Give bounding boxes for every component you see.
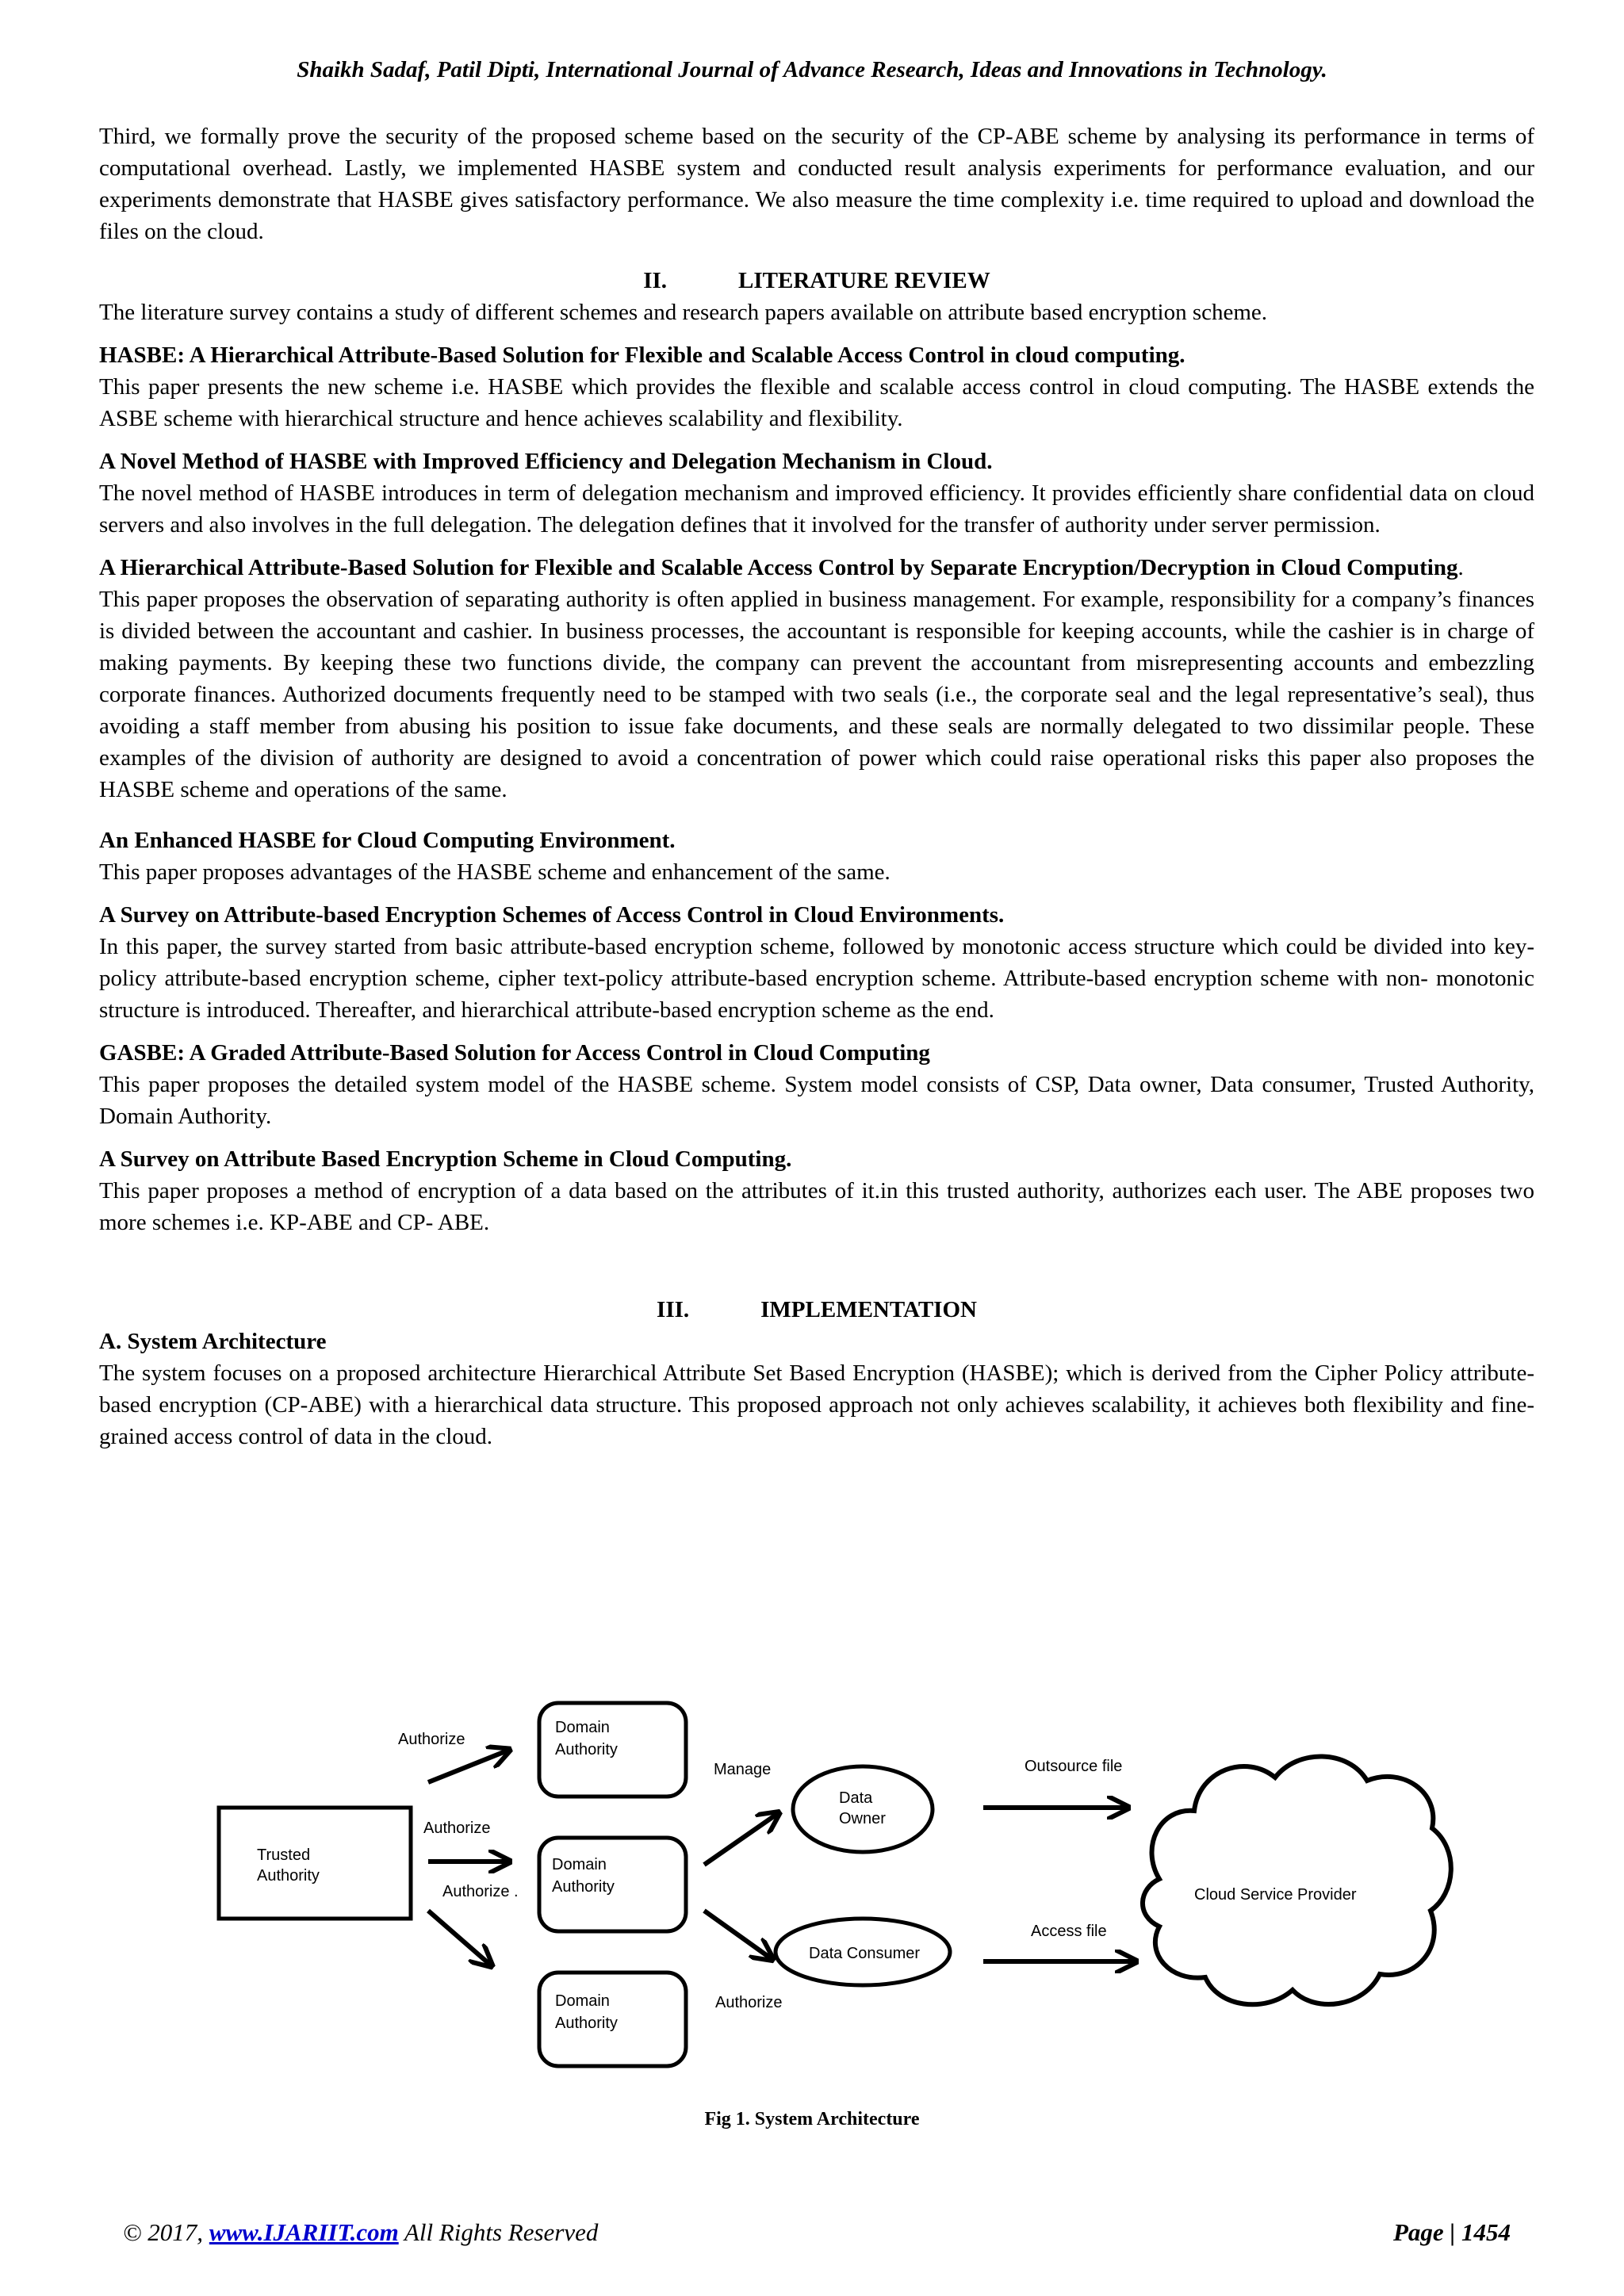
domain-authority-label: Authority (555, 1741, 618, 1758)
paper-title: HASBE: A Hierarchical Attribute-Based Solution for Flexible and Scalable Access Control in cloud computing. (99, 342, 1185, 368)
data-consumer-label: Data Consumer (809, 1945, 921, 1962)
data-owner-label: Data (839, 1789, 873, 1807)
cloud-service-provider-label: Cloud Service Provider (1194, 1886, 1357, 1904)
section-heading-implementation (99, 1294, 1534, 1326)
paper-summary: This paper proposes the detailed system model of the HASBE scheme. System model consists of CSP, Data owner, Data consumer, Trusted Authority, Domain Authority. (99, 1072, 1534, 1129)
outsource-file-label: Outsource file (1025, 1758, 1123, 1775)
domain-authority-label: Domain (555, 1992, 610, 2010)
trusted-authority-label: Trusted (257, 1846, 311, 1864)
data-owner-ellipse (793, 1766, 933, 1852)
subsection-title: A. System Architecture (99, 1329, 327, 1354)
system-architecture-diagram (159, 1681, 1459, 2093)
data-owner-label: Owner (839, 1810, 886, 1827)
paper-title: A Survey on Attribute Based Encryption Scheme in Cloud Computing. (99, 1146, 792, 1172)
section-number: III. (657, 1297, 690, 1322)
page-number: Page | 1454 (1392, 2218, 1511, 2246)
literature-intro: The literature survey contains a study of different schemes and research papers available on attribute based encryption scheme. (99, 300, 1268, 325)
journal-link[interactable]: www.IJARIIT.com (209, 2218, 399, 2246)
section-number: II. (643, 268, 668, 293)
intro-paragraph: Third, we formally prove the security of the proposed scheme based on the security of the CP-ABE scheme by analysing its performance in terms of computational overhead. Lastly, we implemented HASBE system and conducted result analysis experiments for performance evaluation, and our experiments demonstrate that HASBE gives satisfactory performance. We also measure the time complexity i.e. time required to upload and download the files on the cloud. (99, 124, 1534, 244)
manage-arrow (704, 1814, 777, 1865)
paper-summary: This paper proposes advantages of the HASBE scheme and enhancement of the same. (99, 859, 891, 885)
paper-title: GASBE: A Graded Attribute-Based Solution for Access Control in Cloud Computing (99, 1040, 930, 1066)
authorize-label: Authorize (423, 1820, 491, 1837)
paper-summary: In this paper, the survey started from basic attribute-based encryption scheme, followed by monotonic access structure which could be divided into key-policy attribute-based encryption scheme, cipher text-policy attribute-based encryption scheme. Attribute-based encryption scheme with non- monotonic structure is introduced. Thereafter, and hierarchical attribute-based encryption scheme as the end. (99, 934, 1534, 1023)
paper-summary: This paper proposes the observation of separating authority is often applied in business management. For example, responsibility for a company’s finances is divided between the accountant and cashier. In business processes, the accountant is responsible for keeping accounts, while the cashier is in charge of making payments. By keeping these two functions divide, the company can prevent the accountant from misrepresenting accounts and embezzling corporate finances. Authorized documents frequently need to be stamped with two seals (i.e., the corporate seal and the legal representative’s seal), thus avoiding a staff member from abusing his position to issue fake documents, and these seals are normally delegated to two dissimilar people. These examples of the division of authority are designed to avoid a concentration of power which could raise operational risks this paper also proposes the HASBE scheme and operations of the same. (99, 587, 1534, 802)
authorize-arrow (428, 1911, 490, 1965)
cloud-shape (1143, 1756, 1451, 2004)
paper-summary: This paper proposes a method of encryption of a data based on the attributes of it.in this trusted authority, authorizes each user. The ABE proposes two more schemes i.e. KP-ABE and CP- ABE. (99, 1178, 1534, 1235)
authorize-label: Authorize . (442, 1883, 519, 1900)
footer-prefix: © 2017, (123, 2218, 209, 2246)
domain-authority-label: Authority (552, 1878, 615, 1896)
paper-summary: The novel method of HASBE introduces in term of delegation mechanism and improved efficiency. It provides efficiently share confidential data on cloud servers and also involves in the full delegation. The delegation defines that it involved for the transfer of authority under server permission. (99, 480, 1534, 538)
paper-title: An Enhanced HASBE for Cloud Computing Environment. (99, 828, 676, 853)
footer-copyright (123, 2218, 598, 2247)
authorize-arrow (428, 1751, 508, 1782)
section-title: LITERATURE REVIEW (738, 268, 990, 293)
domain-authority-label: Domain (552, 1856, 607, 1873)
paper-title (99, 552, 1534, 584)
authorize-label: Authorize (715, 1994, 783, 2011)
domain-authority-label: Domain (555, 1719, 610, 1736)
paper-summary: This paper presents the new scheme i.e. HASBE which provides the flexible and scalable access control in cloud computing. The HASBE extends the ASBE scheme with hierarchical structure and hence achieves scalability and flexibility. (99, 374, 1534, 431)
domain-authority-label: Authority (555, 2015, 618, 2032)
paper-title: A Novel Method of HASBE with Improved Efficiency and Delegation Mechanism in Cloud. (99, 449, 993, 474)
paper-title: A Survey on Attribute-based Encryption Schemes of Access Control in Cloud Environments. (99, 902, 1005, 928)
trusted-authority-label: Authority (257, 1867, 320, 1885)
page-body (99, 121, 1534, 1452)
paper-title-text: A Hierarchical Attribute-Based Solution for Flexible and Scalable Access Control by Separate Encryption/Decryption in Cloud Computing (99, 555, 1458, 580)
trusted-authority-box (219, 1808, 411, 1919)
section-heading-literature-review (99, 265, 1534, 297)
footer-suffix: All Rights Reserved (398, 2218, 599, 2246)
section-title: IMPLEMENTATION (760, 1297, 977, 1322)
paper-title-end: . (1457, 555, 1464, 580)
manage-label: Manage (714, 1761, 772, 1778)
access-file-label: Access file (1031, 1923, 1107, 1940)
figure-caption: Fig 1. System Architecture (704, 2109, 920, 2130)
authorize-label: Authorize (398, 1731, 465, 1748)
authorize-arrow (704, 1911, 771, 1958)
implementation-paragraph: The system focuses on a proposed architecture Hierarchical Attribute Set Based Encryption (HASBE); which is derived from the Cipher Policy attribute-based encryption (CP-ABE) with a hierarchical data structure. This proposed approach not only achieves scalability, it achieves both flexibility and fine-grained access control of data in the cloud. (99, 1360, 1534, 1449)
running-header: Shaikh Sadaf, Patil Dipti, International Journal of Advance Research, Ideas and Innovations in Technology. (297, 57, 1327, 82)
